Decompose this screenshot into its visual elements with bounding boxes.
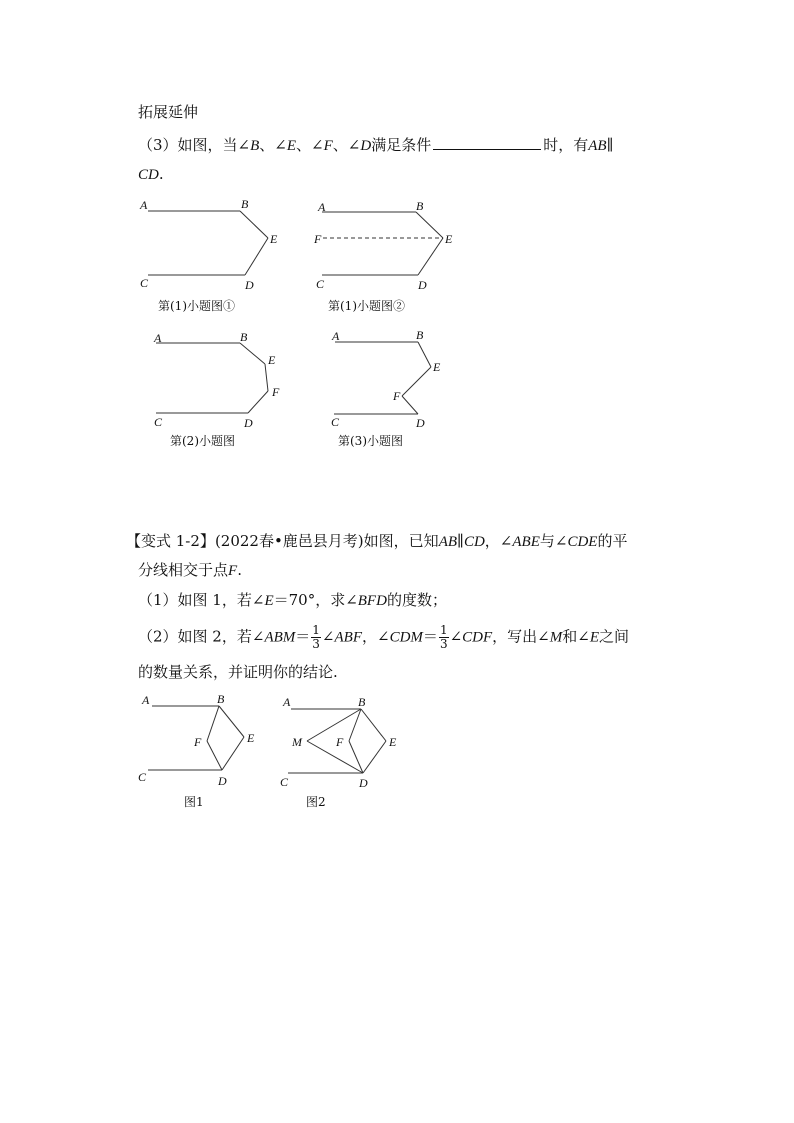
label-f: F — [336, 735, 344, 749]
caption-1-2: 第(1)小题图② — [328, 299, 405, 313]
label-f: F — [393, 389, 401, 403]
caption-2: 第(2)小题图 — [170, 434, 235, 448]
label-b: B — [241, 197, 249, 211]
label-d: D — [244, 416, 253, 430]
label-d: D — [218, 774, 227, 788]
label-m: M — [292, 735, 302, 749]
label-c: C — [316, 277, 325, 291]
section-title: 拓展延伸 — [138, 103, 199, 121]
figure-1-1 — [148, 211, 268, 275]
label-a: A — [332, 329, 340, 343]
label-c: C — [331, 415, 340, 429]
label-a: A — [283, 695, 291, 709]
variant-line2: 分线相交于点F. — [138, 561, 242, 579]
label-d: D — [416, 416, 425, 430]
variant-part2: （2）如图 2，若∠ABM＝ $\frac{1}{3}$ ∠ABF，∠CDM＝ $\frac{1}{3}$ ∠CDF，写出∠M和∠E之间 — [138, 623, 629, 651]
label-f: F — [194, 735, 202, 749]
question-3-line1: （3）如图，当∠B、∠E、∠F、∠D满足条件 时，有AB∥ — [138, 136, 614, 154]
label-e: E — [268, 353, 276, 367]
label-e: E — [389, 735, 397, 749]
label-b: B — [416, 199, 424, 213]
variant-line1: 【变式 1-2】(2022春•鹿邑县月考)如图，已知AB∥CD，∠ABE与∠CDE的平 — [126, 532, 628, 550]
label-e: E — [270, 232, 278, 246]
label-c: C — [280, 775, 289, 789]
label-a: A — [140, 198, 148, 212]
fraction-one-third: $\frac{1}{3}$ — [312, 623, 320, 651]
label-e: E — [445, 232, 453, 246]
fraction-one-third: $\frac{1}{3}$ — [439, 623, 448, 651]
label-f: F — [314, 232, 322, 246]
variant-part1: （1）如图 1，若∠E＝70°，求∠BFD的度数； — [138, 591, 447, 609]
label-d: D — [418, 278, 427, 292]
label-e: E — [247, 731, 255, 745]
question-3-line2: CD. — [138, 165, 164, 183]
label-b: B — [358, 695, 366, 709]
caption-3: 第(3)小题图 — [338, 434, 403, 448]
label-d: D — [245, 278, 254, 292]
label-b: B — [416, 328, 424, 342]
caption-tu1: 图1 — [184, 795, 204, 809]
label-a: A — [318, 200, 326, 214]
variant-line3: 的数量关系，并证明你的结论. — [138, 663, 338, 681]
label-a: A — [142, 693, 150, 707]
label-b: B — [217, 692, 225, 706]
label-a: A — [154, 331, 162, 345]
caption-1-1: 第(1)小题图① — [158, 299, 235, 313]
label-f: F — [272, 385, 280, 399]
figure-2 — [156, 343, 268, 413]
label-c: C — [154, 415, 163, 429]
label-d: D — [359, 776, 368, 790]
figure-3 — [334, 342, 431, 414]
label-c: C — [138, 770, 147, 784]
figure-1-2 — [322, 212, 443, 275]
label-c: C — [140, 276, 149, 290]
label-e: E — [433, 360, 441, 374]
caption-tu2: 图2 — [306, 795, 326, 809]
label-b: B — [240, 330, 248, 344]
